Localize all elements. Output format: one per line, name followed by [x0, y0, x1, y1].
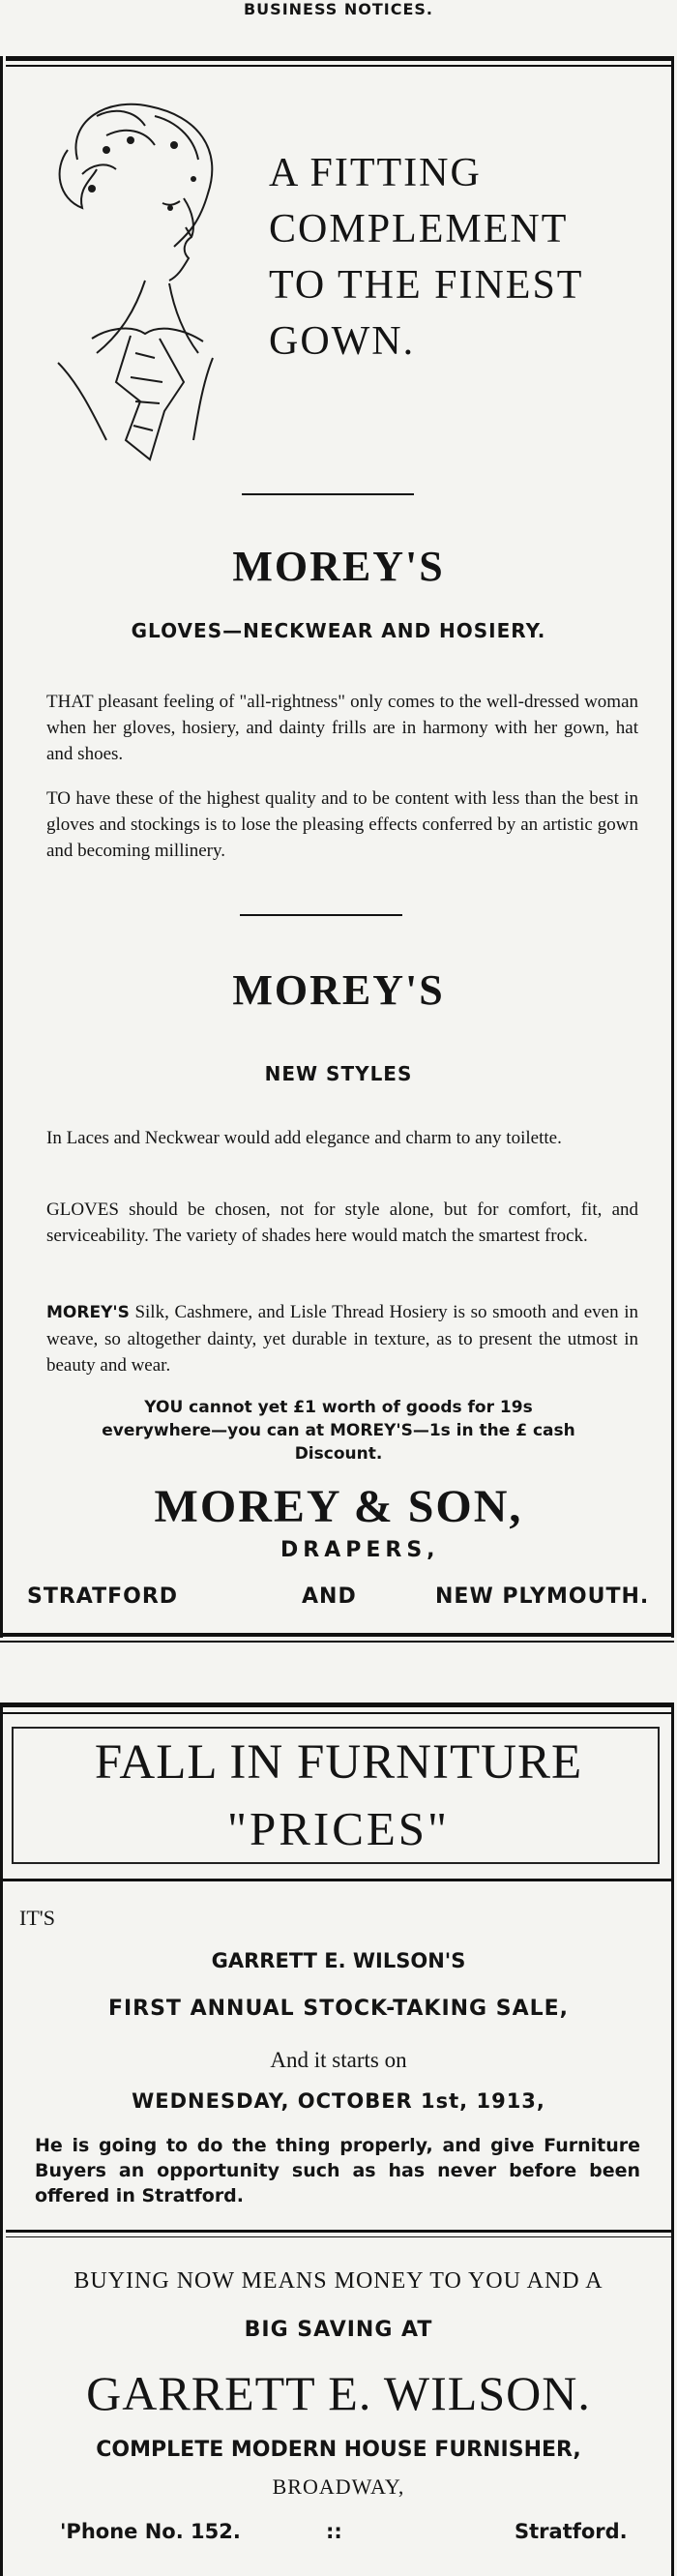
section-title: BUSINESS NOTICES. — [243, 0, 433, 18]
big-saving: BIG SAVING AT — [244, 2318, 433, 2342]
location-stratford: STRATFORD — [27, 1584, 179, 1609]
location-new-plymouth: NEW PLYMOUTH. — [435, 1584, 650, 1609]
paragraph-hosiery — [46, 1299, 638, 1378]
location-and: AND — [302, 1584, 357, 1609]
paragraph-highest-quality: TO have these of the highest quality and to be content with less than the best in gloves and stockings is to lose the pleasing effects conferred by an artistic gown and becoming millinery. — [46, 788, 638, 861]
town-stratford: Stratford. — [515, 2520, 628, 2543]
brand-name-inline: MOREY'S — [46, 1303, 130, 1322]
hosiery-text: Silk, Cashmere, and Lisle Thread Hosiery is so smooth and even in weave, so altogether dainty, yet durable in texture, as to present the utmost in beauty and wear. — [46, 1302, 638, 1376]
headline-line-2: COMPLEMENT — [269, 207, 569, 252]
ad-left-border — [0, 56, 3, 1638]
divider — [242, 493, 414, 495]
morey-name-2: MOREY'S — [232, 966, 445, 1014]
drapers: DRAPERS, — [280, 1538, 440, 1562]
ad-bottom-border-thin — [0, 1641, 674, 1643]
firm-name: MOREY & SON, — [154, 1481, 523, 1532]
paragraph-all-rightness: THAT pleasant feeling of "all-rightness" only comes to the well-dressed woman when her gloves, hosiery, and dainty frills are in harmony with her gown, hat and shoes. — [46, 692, 638, 764]
discount-notice: YOU cannot yet £1 worth of goods for 19s everywhere—you can at MOREY'S—1s in the £ cash Discount. — [102, 1398, 575, 1464]
subtitle-new-styles: NEW STYLES — [264, 1062, 413, 1085]
headline-line-3: TO THE FINEST — [269, 263, 584, 308]
house-furnisher: COMPLETE MODERN HOUSE FURNISHER, — [96, 2438, 581, 2462]
ad-top-border-thin — [0, 1712, 674, 1714]
paragraph-laces: In Laces and Neckwear would add elegance and charm to any toilette. — [46, 1128, 562, 1148]
subtitle-gloves: GLOVES—NECKWEAR AND HOSIERY. — [131, 619, 546, 642]
paragraph-gloves: GLOVES should be chosen, not for style alone, but for comfort, fit, and serviceability. The variety of shades here would match the smartest frock. — [46, 1199, 638, 1246]
separator: :: — [326, 2520, 342, 2543]
starts-on: And it starts on — [270, 2048, 407, 2072]
ad-right-border — [671, 56, 674, 1638]
ad-bottom-border — [0, 1633, 674, 1637]
headline — [269, 145, 583, 370]
phone-number: 'Phone No. 152. — [60, 2520, 241, 2543]
headline-line-1: A FITTING — [269, 151, 482, 195]
section-border — [0, 1879, 674, 1881]
broadway: BROADWAY, — [272, 2474, 405, 2499]
headline-fall-in-furniture: FALL IN FURNITURE — [94, 1735, 583, 1790]
wilson-firm-name: GARRETT E. WILSON. — [86, 2366, 591, 2420]
lady-portrait-illustration — [39, 92, 237, 464]
ad-top-border-thin — [6, 65, 673, 67]
morey-name-1: MOREY'S — [232, 543, 445, 590]
section-border — [6, 2230, 671, 2233]
section-border-thin — [6, 2236, 671, 2237]
ad-top-border — [0, 1703, 674, 1707]
intro-its: IT'S — [19, 1906, 55, 1930]
divider — [240, 914, 402, 916]
sale-date: WEDNESDAY, OCTOBER 1st, 1913, — [132, 2089, 545, 2113]
stock-taking-sale: FIRST ANNUAL STOCK-TAKING SALE, — [107, 1997, 570, 2021]
headline-line-4: GOWN. — [269, 319, 416, 364]
sale-description: He is going to do the thing properly, and give Furniture Buyers an opportunity such as has never before been offered in Stratford. — [35, 2135, 640, 2206]
ad-top-border — [6, 56, 673, 61]
headline-prices: "PRICES" — [226, 1802, 451, 1855]
buying-now: BUYING NOW MEANS MONEY TO YOU AND A — [74, 2268, 603, 2294]
garrett-name-possessive: GARRETT E. WILSON'S — [211, 1949, 466, 1972]
